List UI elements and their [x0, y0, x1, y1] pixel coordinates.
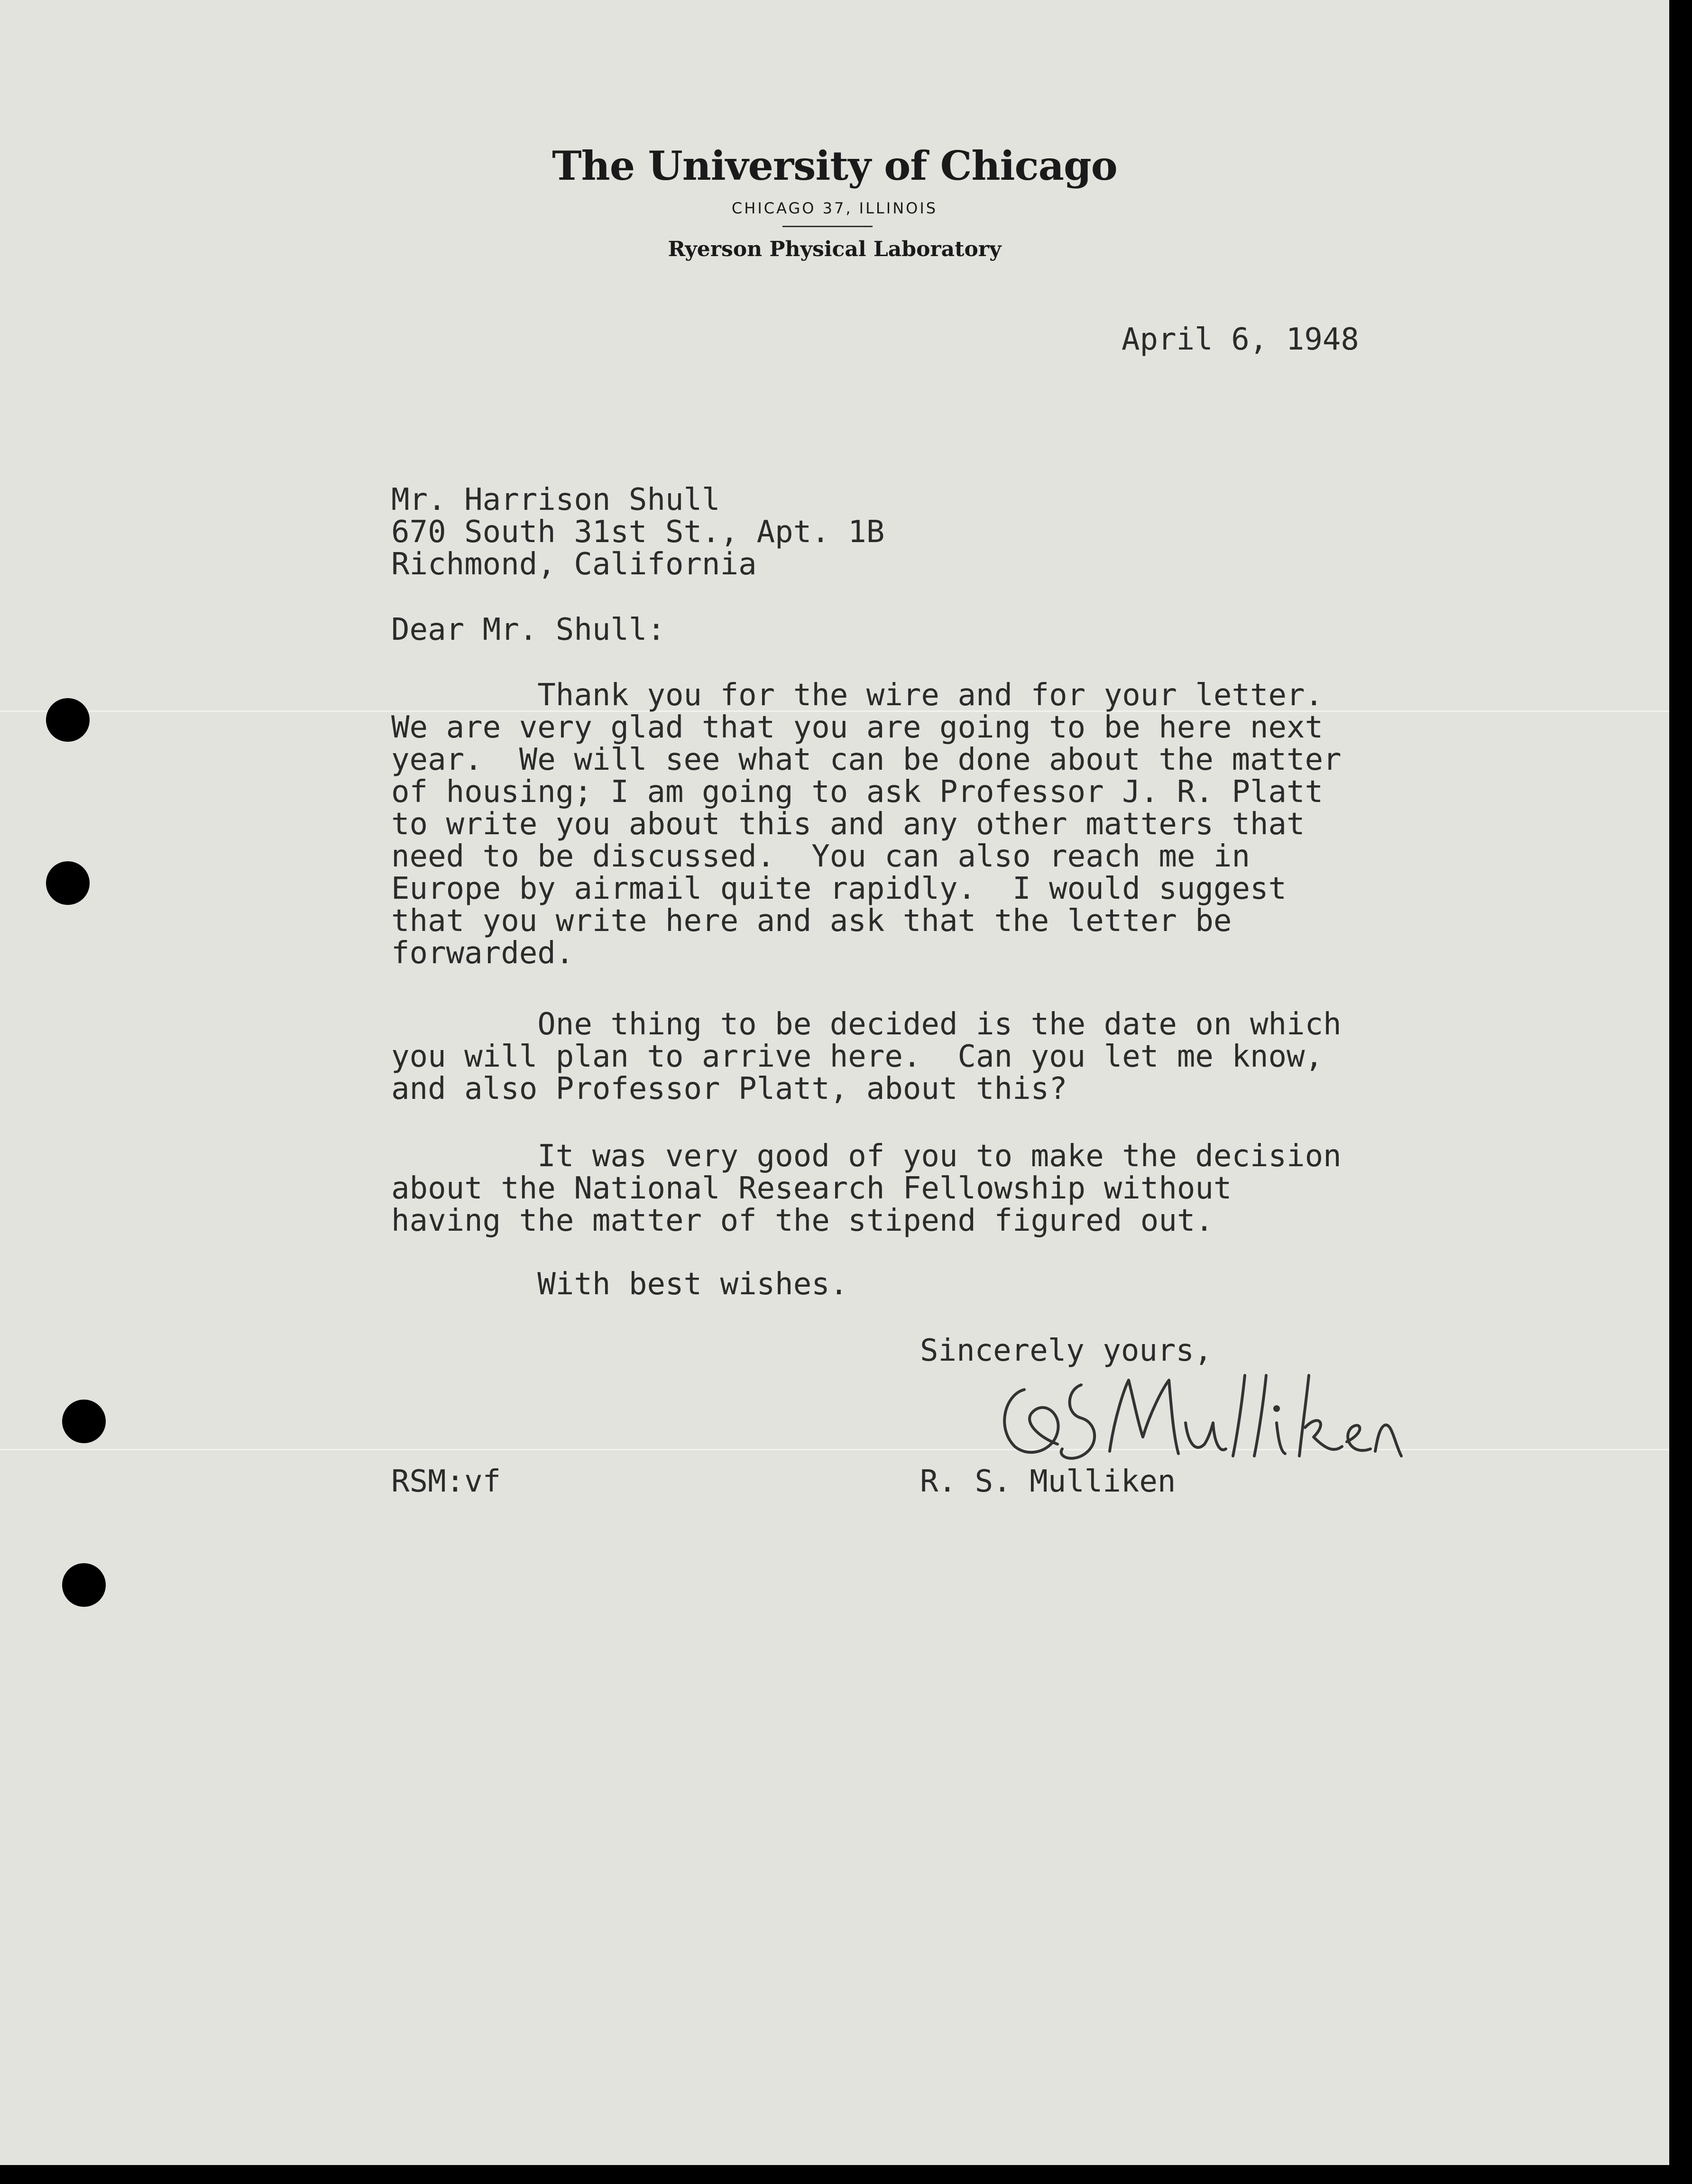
text-line: One thing to be decided is the date on which	[391, 1007, 1342, 1042]
text-line: need to be discussed. You can also reach me in	[391, 839, 1250, 874]
text-line: having the matter of the stipend figured out.	[391, 1203, 1214, 1238]
text-line: forwarded.	[391, 936, 574, 971]
punch-hole	[46, 861, 90, 905]
typist-initials: RSM:vf	[391, 1464, 501, 1499]
text-line: that you write here and ask that the letter be	[391, 903, 1232, 939]
recipient-line: 670 South 31st St., Apt. 1B	[391, 515, 885, 550]
text-line: Europe by airmail quite rapidly. I would suggest	[391, 871, 1287, 906]
text-line: year. We will see what can be done about the matter	[391, 742, 1342, 777]
text-line: and also Professor Platt, about this?	[391, 1071, 1067, 1106]
salutation: Dear Mr. Shull:	[391, 612, 665, 647]
recipient-line: Richmond, California	[391, 547, 757, 582]
fold-crease	[0, 1449, 1669, 1450]
punch-hole	[62, 1563, 106, 1607]
letterhead-divider	[782, 226, 873, 227]
letterhead-address: CHICAGO 37, ILLINOIS	[731, 199, 938, 217]
text-line: you will plan to arrive here. Can you let me know,	[391, 1039, 1324, 1074]
text-line: of housing; I am going to ask Professor J. R. Platt	[391, 774, 1324, 810]
text-line: We are very glad that you are going to be here next	[391, 710, 1324, 745]
signer-name: R. S. Mulliken	[920, 1464, 1176, 1499]
text-line: Thank you for the wire and for your letter.	[391, 678, 1324, 713]
handwritten-signature	[986, 1361, 1413, 1475]
text-line: to write you about this and any other matters that	[391, 807, 1305, 842]
punch-hole	[46, 698, 90, 742]
closing: Sincerely yours,	[920, 1333, 1213, 1368]
paragraph-4: With best wishes.	[391, 1267, 848, 1302]
letterhead-department: Ryerson Physical Laboratory	[668, 237, 1002, 261]
letterhead-institution: The University of Chicago	[552, 142, 1117, 189]
text-line: about the National Research Fellowship without	[391, 1171, 1232, 1206]
letter-date: April 6, 1948	[1122, 322, 1359, 357]
punch-hole	[62, 1400, 106, 1443]
recipient-line: Mr. Harrison Shull	[391, 482, 720, 517]
text-line: It was very good of you to make the decision	[391, 1139, 1342, 1174]
